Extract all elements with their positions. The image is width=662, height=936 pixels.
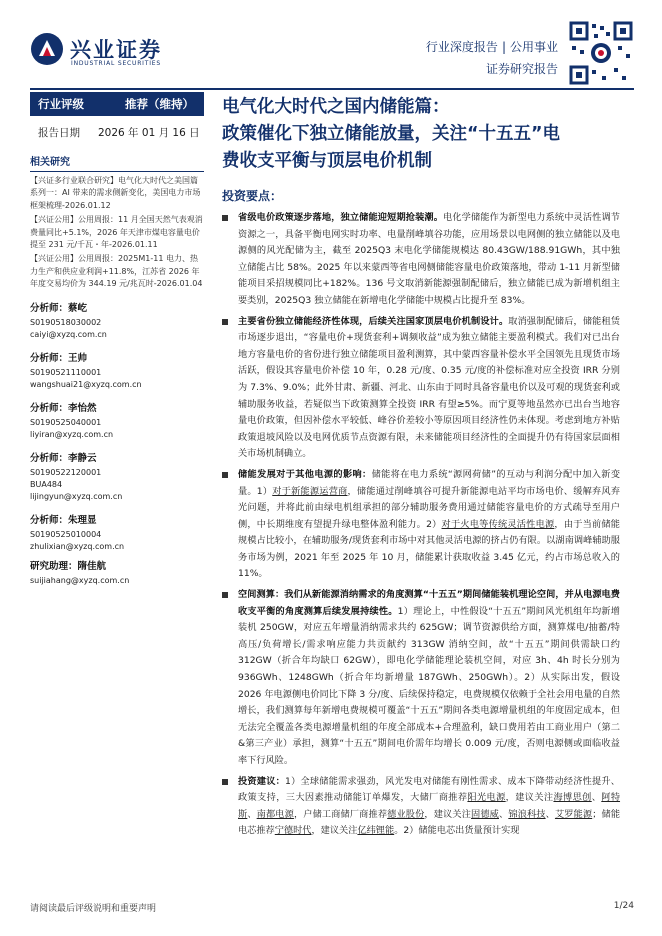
related-item[interactable]: 【兴证公用】公用周报：2025M1-11 电力、热力生产和供应业利润+11.8%，江苏省 2026 年年度交易均价为 344.19 元/兆瓦时-2026.01.04 bbox=[30, 254, 203, 289]
analyst-code: BUA484 bbox=[30, 479, 63, 489]
dept-name: 证券研究报告 bbox=[485, 62, 558, 76]
key-points-heading: 投资要点： bbox=[222, 189, 283, 203]
bullet-icon bbox=[222, 215, 228, 221]
report-type: 行业深度报告 bbox=[425, 40, 498, 54]
title-line: 电气化大时代之国内储能篇： bbox=[222, 97, 450, 117]
header-meta bbox=[426, 36, 558, 80]
analyst-email[interactable]: zhulixian@xyzq.com.cn bbox=[30, 541, 125, 551]
analyst-email[interactable]: lijingyun@xyzq.com.cn bbox=[30, 491, 123, 501]
analyst-id: S0190522120001 bbox=[30, 467, 102, 477]
analyst-name: 分析师：李怡然 bbox=[30, 402, 97, 414]
analyst-name: 分析师：蔡屹 bbox=[30, 302, 88, 314]
logo-mark-icon bbox=[30, 32, 64, 66]
industry-rating-bar bbox=[30, 92, 204, 116]
industry-name: 公用事业 bbox=[509, 40, 558, 54]
analyst-name: 分析师：朱理显 bbox=[30, 514, 97, 526]
analyst-email[interactable]: liyiran@xyzq.com.cn bbox=[30, 429, 114, 439]
report-date-row bbox=[30, 125, 204, 140]
related-item[interactable]: 【兴证公用】公用周报：11 月全国天然气表观消费量同比+5.1%，2026 年天津市煤电容量电价提至 231 元/千瓦・年-2026.01.11 bbox=[30, 215, 203, 250]
report-title bbox=[222, 94, 620, 175]
analyst-email[interactable]: caiyi@xyzq.com.cn bbox=[30, 329, 107, 339]
main-content bbox=[222, 92, 620, 844]
header-divider bbox=[30, 88, 634, 90]
analyst-block bbox=[30, 303, 204, 341]
related-item[interactable]: 【兴证多行业联合研究】电气化大时代之美国篇系列一：AI 带来的需求侧新变化，美国电力市场框架梳理-2026.01.12 bbox=[30, 176, 201, 210]
bullet-icon bbox=[222, 472, 228, 478]
logo-text-en: INDUSTRIAL SECURITIES bbox=[71, 60, 161, 67]
footer-disclaimer: 请阅读最后评级说明和重要声明 bbox=[30, 904, 157, 914]
rating-label: 行业评级 bbox=[38, 97, 84, 111]
analyst-name: 分析师：李静云 bbox=[30, 452, 97, 464]
analyst-block bbox=[30, 403, 204, 441]
bullet-icon bbox=[222, 779, 228, 785]
related-research-title: 相关研究 bbox=[30, 153, 204, 172]
page-number: 1/24 bbox=[613, 901, 634, 911]
key-point-paragraph: 主要省份独立储能经济性体现，后续关注国家顶层电价机制设计。取消强制配储后，储能租赁市场逐步退出，“容量电价+现货套利+调频收益”成为独立储能主要盈利模式。我们对已出台地方容量电价的省份进行独立储能项目盈利测算，其中蒙西容量补偿水平全国领先且现货市场活跃，假设其容量电价补偿 10 年，0.28 元/度、0.35 元/度的补偿标准对应全投资 IRR 分别为 7.3%、9.0%；此外甘肃、新疆、河北、山东由于同时具备容量电价以及可观的现货套利或辅助服务收益，若疑似当下政策测算全投资 IRR 有望≥5%。而宁夏等地虽然亦已出台当地容量电价政策，但因补偿水平较低、峰谷价差较小等原因项目经济性仍未体现。考虑到地方补贴政策退坡风险以及电网优质节点资源有限，未来储能项目经济性的全面提升仍有待国家层面相关市场机制确立。 bbox=[222, 314, 620, 463]
key-point-paragraph: 空间测算：我们从新能源消纳需求的角度测算“十五五”期间储能装机理论空间，并从电源电费收支平衡的角度测算后续发展持续性。1）理论上，中性假设“十五五”期间风光机组年均新增装机 250GW，对应五年增量消纳需求共约 625GW；调节资源供给方面，测算煤电/抽蓄/特高压/负荷增长/需求响应能力共贡献约 313GW 消纳空间，故“十五五”期间供需缺口约 312GW（折合年均缺口 62GW），即电化学储能理论装机空间，对应 3h、4h 时长分别为 936GWh、1248GWh（折合年均新增量 187GWh、250GWh）。2）从实际出发，假设 2026 年电源侧电价同比下降 3 分/度、后续保持稳定，电费规模仅依赖于全社会用电量的自然增长，我们测算每年新增电费规模可覆盖“十五五”期间各类电源增量机组的年度固定成本，但无法完全覆盖各类电源增量机组的年度全部成本+合理盈利，缺口费用若由工商业用户（第二&第三产业）承担，测算“十五五”期间电价需年均增长 0.009 元/度，否则电源侧或面临收益率下行风险。 bbox=[222, 587, 620, 770]
key-point-paragraph: 储能发展对于其他电源的影响：储能将在电力系统“源网荷储”的互动与利润分配中加入新变量。1）对于新能源运营商，储能通过削峰填谷可提升新能源电站平均市场电价、缓解弃风弃光问题，并将此前由绿电机组承担的部分辅助服务费用通过储能容量电价的方式疏导至用户侧，中长期维度有望提升绿电整体盈利能力。2）对于火电等传统灵活性电源，由于当前储能规模占比较小，在辅助服务/现货套利市场中对其他灵活电源的挤占仍有限。以湖南调峰辅助服务市场为例，2021 年至 2025 年 10 月，储能累计获取收益 3.45 亿元，约占市场总收入的 11%。 bbox=[222, 467, 620, 583]
key-point-paragraph: 省级电价政策逐步落地，独立储能迎短期抢装潮。电化学储能作为新型电力系统中灵活性调节资源之一，具备平衡电网实时功率、电量削峰填谷功能，应用场景以电网侧的独立储能以及电源侧的风光配储为主，截至 2025Q3 末电化学储能规模达 80.43GW/188.91GWh，其中独立储能占比 58%。2025 年以来蒙西等省电网侧储能容量电价政策落地，带动 1-11 月新型储能项目采招规模同比+182%。136 号文取消新能源强制配储后，独立储能已成为新增机组主要类别，2025Q3 独立储能在新增电化学储能中规模占比提升至 83%。 bbox=[222, 210, 620, 310]
analyst-name: 研究助理：隋佳航 bbox=[30, 560, 107, 572]
analyst-block bbox=[30, 453, 204, 503]
qr-code-icon bbox=[568, 20, 634, 86]
date-label: 报告日期 bbox=[38, 127, 80, 139]
sidebar bbox=[30, 92, 204, 587]
analyst-id: S0190518030002 bbox=[30, 317, 102, 327]
title-line: 费收支平衡与顶层电价机制 bbox=[222, 151, 432, 171]
analyst-block bbox=[30, 353, 204, 391]
header-separator: | bbox=[501, 40, 506, 54]
analyst-id: S0190525010004 bbox=[30, 529, 102, 539]
title-line: 政策催化下独立储能放量，关注“十五五”电 bbox=[222, 124, 561, 144]
bullet-icon bbox=[222, 319, 228, 325]
date-value: 2026 年 01 月 16 日 bbox=[98, 127, 200, 139]
rating-value: 推荐（维持） bbox=[125, 97, 194, 111]
analyst-id: S0190525040001 bbox=[30, 417, 102, 427]
key-point-paragraph: 投资建议：1）全球储能需求强劲，风光发电对储能有刚性需求、成本下降带动经济性提升、政策支持，三大因素推动储能订单爆发，大储厂商推荐阳光电源，建议关注海博思创、阿特斯、南都电源，户储工商储厂商推荐德业股份，建议关注固德威、锦浪科技、艾罗能源；储能电芯推荐宁德时代，建议关注亿纬锂能。2）储能电芯出货量预计实现 bbox=[222, 774, 620, 840]
analyst-block bbox=[30, 561, 204, 587]
bullet-icon bbox=[222, 592, 228, 598]
analyst-email[interactable]: wangshuai21@xyzq.com.cn bbox=[30, 379, 142, 389]
analyst-email[interactable]: suijiahang@xyzq.com.cn bbox=[30, 575, 130, 585]
analyst-block bbox=[30, 515, 204, 553]
page-footer bbox=[30, 901, 634, 914]
logo-text-cn: 兴业证券 bbox=[70, 37, 162, 62]
analyst-id: S0190521110001 bbox=[30, 367, 102, 377]
company-logo bbox=[30, 30, 200, 74]
analyst-name: 分析师：王帅 bbox=[30, 352, 88, 364]
